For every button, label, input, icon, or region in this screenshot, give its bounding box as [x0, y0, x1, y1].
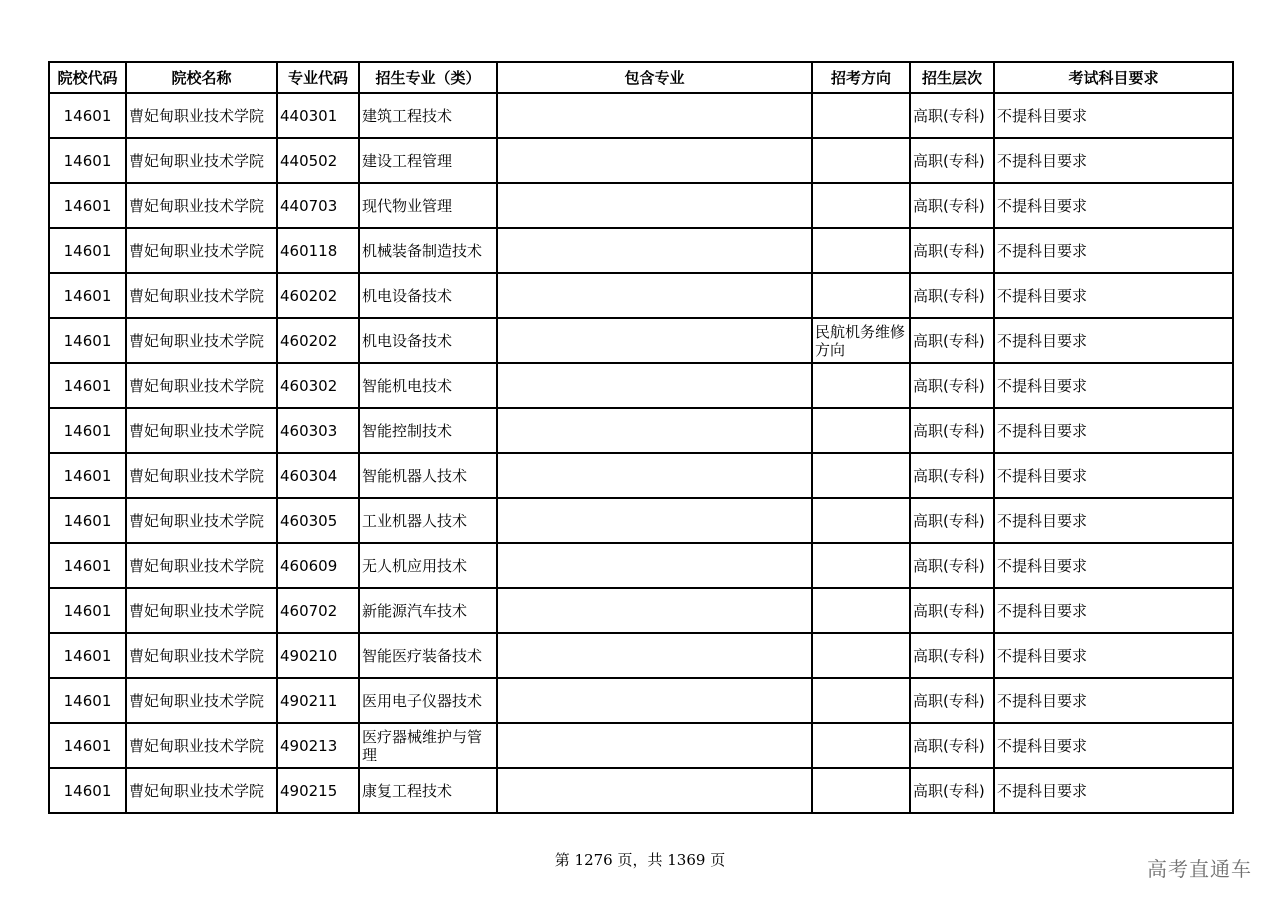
cell-requirement: 不提科目要求	[994, 723, 1233, 768]
cell-major: 无人机应用技术	[359, 543, 497, 588]
cell-major-code: 460303	[277, 408, 359, 453]
cell-major-code: 460118	[277, 228, 359, 273]
table-row	[49, 723, 1233, 768]
enrollment-table	[48, 61, 1234, 814]
cell-requirement: 不提科目要求	[994, 543, 1233, 588]
cell-direction	[812, 633, 910, 678]
cell-major-code: 490210	[277, 633, 359, 678]
table-row	[49, 228, 1233, 273]
cell-requirement: 不提科目要求	[994, 453, 1233, 498]
table-row	[49, 588, 1233, 633]
cell-major-code: 460202	[277, 318, 359, 363]
cell-school-name: 曹妃甸职业技术学院	[126, 768, 277, 813]
table-row	[49, 138, 1233, 183]
cell-school-name: 曹妃甸职业技术学院	[126, 588, 277, 633]
table-row	[49, 453, 1233, 498]
cell-included-majors	[497, 588, 812, 633]
header-school-name: 院校名称	[126, 62, 277, 93]
cell-school-code: 14601	[49, 633, 126, 678]
cell-major-code: 460304	[277, 453, 359, 498]
cell-requirement: 不提科目要求	[994, 183, 1233, 228]
cell-major: 新能源汽车技术	[359, 588, 497, 633]
cell-major-code: 490215	[277, 768, 359, 813]
cell-major: 智能控制技术	[359, 408, 497, 453]
cell-direction: 民航机务维修方向	[812, 318, 910, 363]
cell-school-code: 14601	[49, 93, 126, 138]
cell-school-name: 曹妃甸职业技术学院	[126, 453, 277, 498]
cell-level: 高职(专科)	[910, 228, 994, 273]
cell-requirement: 不提科目要求	[994, 498, 1233, 543]
cell-level: 高职(专科)	[910, 318, 994, 363]
cell-requirement: 不提科目要求	[994, 273, 1233, 318]
cell-level: 高职(专科)	[910, 543, 994, 588]
cell-included-majors	[497, 363, 812, 408]
cell-major: 医用电子仪器技术	[359, 678, 497, 723]
cell-major: 医疗器械维护与管理	[359, 723, 497, 768]
cell-included-majors	[497, 228, 812, 273]
table-row	[49, 363, 1233, 408]
cell-level: 高职(专科)	[910, 453, 994, 498]
cell-direction	[812, 678, 910, 723]
cell-major-code: 460302	[277, 363, 359, 408]
cell-included-majors	[497, 318, 812, 363]
cell-major: 建筑工程技术	[359, 93, 497, 138]
table-row	[49, 408, 1233, 453]
header-requirement: 考试科目要求	[994, 62, 1233, 93]
cell-school-name: 曹妃甸职业技术学院	[126, 93, 277, 138]
cell-included-majors	[497, 498, 812, 543]
watermark-text: 高考直通车	[1147, 857, 1252, 881]
table-row	[49, 318, 1233, 363]
header-school-code: 院校代码	[49, 62, 126, 93]
cell-included-majors	[497, 633, 812, 678]
cell-requirement: 不提科目要求	[994, 93, 1233, 138]
cell-school-code: 14601	[49, 228, 126, 273]
cell-school-code: 14601	[49, 363, 126, 408]
cell-level: 高职(专科)	[910, 273, 994, 318]
cell-included-majors	[497, 768, 812, 813]
cell-school-code: 14601	[49, 453, 126, 498]
cell-major: 智能机电技术	[359, 363, 497, 408]
cell-level: 高职(专科)	[910, 408, 994, 453]
header-major-code: 专业代码	[277, 62, 359, 93]
table-row	[49, 498, 1233, 543]
cell-major: 康复工程技术	[359, 768, 497, 813]
table-row	[49, 93, 1233, 138]
cell-school-code: 14601	[49, 318, 126, 363]
cell-direction	[812, 723, 910, 768]
page-number: 第 1276 页，共 1369 页	[554, 851, 726, 869]
header-level: 招生层次	[910, 62, 994, 93]
table-row	[49, 543, 1233, 588]
cell-major: 智能机器人技术	[359, 453, 497, 498]
header-direction: 招考方向	[812, 62, 910, 93]
cell-major-code: 490211	[277, 678, 359, 723]
table-row	[49, 768, 1233, 813]
cell-major-code: 440502	[277, 138, 359, 183]
header-major: 招生专业（类）	[359, 62, 497, 93]
cell-requirement: 不提科目要求	[994, 408, 1233, 453]
cell-school-code: 14601	[49, 588, 126, 633]
cell-major: 工业机器人技术	[359, 498, 497, 543]
cell-school-code: 14601	[49, 678, 126, 723]
cell-requirement: 不提科目要求	[994, 138, 1233, 183]
table-row	[49, 633, 1233, 678]
cell-requirement: 不提科目要求	[994, 588, 1233, 633]
cell-major-code: 440703	[277, 183, 359, 228]
cell-included-majors	[497, 273, 812, 318]
cell-included-majors	[497, 678, 812, 723]
cell-requirement: 不提科目要求	[994, 363, 1233, 408]
cell-included-majors	[497, 93, 812, 138]
table-row	[49, 183, 1233, 228]
cell-school-code: 14601	[49, 498, 126, 543]
cell-school-code: 14601	[49, 543, 126, 588]
cell-included-majors	[497, 723, 812, 768]
cell-direction	[812, 273, 910, 318]
cell-direction	[812, 543, 910, 588]
cell-level: 高职(专科)	[910, 588, 994, 633]
table-row	[49, 678, 1233, 723]
cell-requirement: 不提科目要求	[994, 318, 1233, 363]
cell-school-name: 曹妃甸职业技术学院	[126, 633, 277, 678]
cell-level: 高职(专科)	[910, 138, 994, 183]
cell-school-name: 曹妃甸职业技术学院	[126, 228, 277, 273]
cell-school-name: 曹妃甸职业技术学院	[126, 498, 277, 543]
cell-major-code: 490213	[277, 723, 359, 768]
cell-school-name: 曹妃甸职业技术学院	[126, 273, 277, 318]
cell-major: 机械装备制造技术	[359, 228, 497, 273]
cell-direction	[812, 228, 910, 273]
cell-level: 高职(专科)	[910, 498, 994, 543]
cell-direction	[812, 588, 910, 633]
cell-included-majors	[497, 453, 812, 498]
cell-requirement: 不提科目要求	[994, 678, 1233, 723]
cell-included-majors	[497, 183, 812, 228]
cell-level: 高职(专科)	[910, 93, 994, 138]
cell-school-name: 曹妃甸职业技术学院	[126, 723, 277, 768]
cell-requirement: 不提科目要求	[994, 633, 1233, 678]
cell-direction	[812, 408, 910, 453]
cell-major-code: 460202	[277, 273, 359, 318]
table-body	[49, 93, 1233, 813]
cell-school-code: 14601	[49, 768, 126, 813]
cell-major-code: 440301	[277, 93, 359, 138]
cell-requirement: 不提科目要求	[994, 228, 1233, 273]
cell-included-majors	[497, 543, 812, 588]
cell-included-majors	[497, 138, 812, 183]
cell-major-code: 460702	[277, 588, 359, 633]
header-included-majors: 包含专业	[497, 62, 812, 93]
cell-direction	[812, 363, 910, 408]
cell-school-name: 曹妃甸职业技术学院	[126, 678, 277, 723]
table-header-row	[49, 62, 1233, 93]
cell-major: 智能医疗装备技术	[359, 633, 497, 678]
cell-level: 高职(专科)	[910, 183, 994, 228]
cell-major: 建设工程管理	[359, 138, 497, 183]
cell-major: 机电设备技术	[359, 273, 497, 318]
cell-level: 高职(专科)	[910, 633, 994, 678]
cell-school-name: 曹妃甸职业技术学院	[126, 408, 277, 453]
cell-major-code: 460305	[277, 498, 359, 543]
cell-level: 高职(专科)	[910, 723, 994, 768]
cell-school-name: 曹妃甸职业技术学院	[126, 543, 277, 588]
cell-major: 机电设备技术	[359, 318, 497, 363]
cell-major: 现代物业管理	[359, 183, 497, 228]
cell-major-code: 460609	[277, 543, 359, 588]
cell-school-name: 曹妃甸职业技术学院	[126, 183, 277, 228]
cell-school-code: 14601	[49, 408, 126, 453]
cell-school-code: 14601	[49, 183, 126, 228]
cell-direction	[812, 768, 910, 813]
cell-included-majors	[497, 408, 812, 453]
cell-school-name: 曹妃甸职业技术学院	[126, 318, 277, 363]
cell-direction	[812, 183, 910, 228]
cell-level: 高职(专科)	[910, 363, 994, 408]
cell-requirement: 不提科目要求	[994, 768, 1233, 813]
cell-school-code: 14601	[49, 723, 126, 768]
cell-school-name: 曹妃甸职业技术学院	[126, 363, 277, 408]
cell-direction	[812, 93, 910, 138]
cell-direction	[812, 453, 910, 498]
cell-school-name: 曹妃甸职业技术学院	[126, 138, 277, 183]
cell-school-code: 14601	[49, 138, 126, 183]
table-row	[49, 273, 1233, 318]
cell-level: 高职(专科)	[910, 678, 994, 723]
cell-direction	[812, 498, 910, 543]
cell-level: 高职(专科)	[910, 768, 994, 813]
cell-school-code: 14601	[49, 273, 126, 318]
cell-direction	[812, 138, 910, 183]
